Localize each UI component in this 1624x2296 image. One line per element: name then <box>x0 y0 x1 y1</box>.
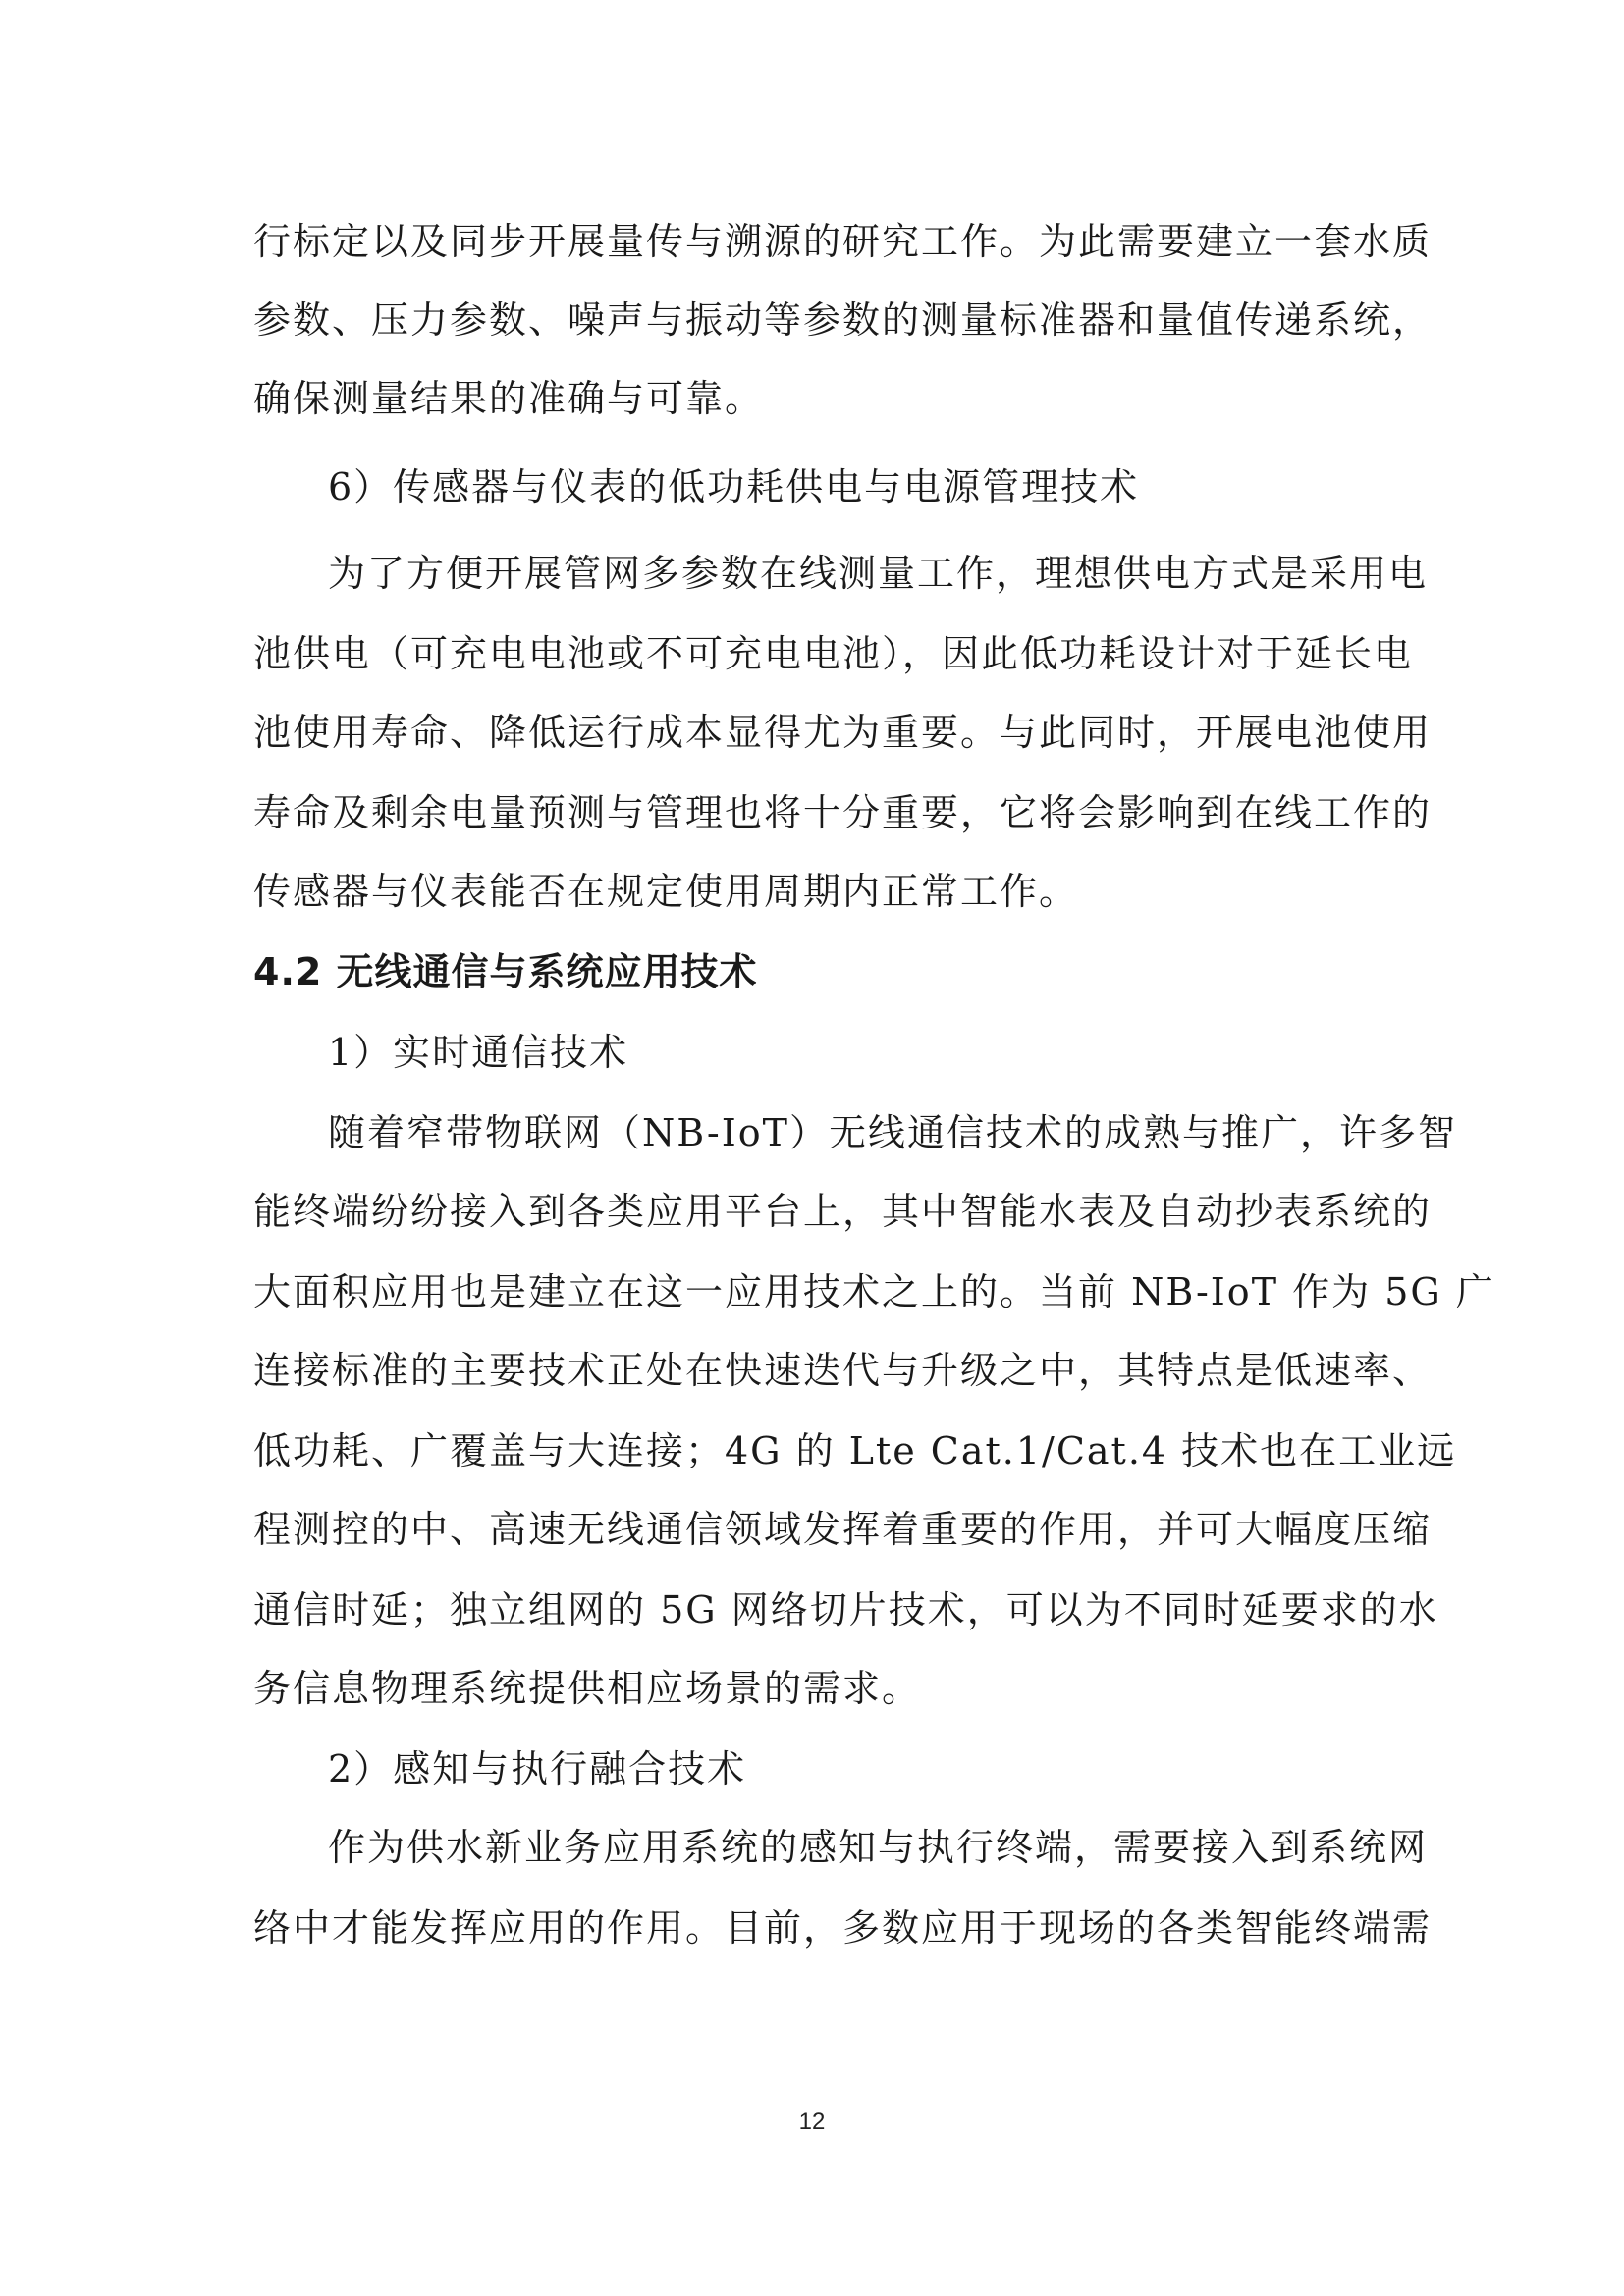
text-line: 程测控的中、高速无线通信领域发挥着重要的作用，并可大幅度压缩 <box>253 1508 1433 1551</box>
text-line: 池使用寿命、降低运行成本显得尤为重要。与此同时，开展电池使用 <box>253 711 1433 754</box>
text-line: 通信时延；独立组网的 5G 网络切片技术，可以为不同时延要求的水 <box>253 1588 1438 1631</box>
text-line: 行标定以及同步开展量传与溯源的研究工作。为此需要建立一套水质 <box>253 220 1433 263</box>
text-line: 大面积应用也是建立在这一应用技术之上的。当前 NB-IoT 作为 5G 广 <box>253 1270 1495 1313</box>
subsection-heading: 6）传感器与仪表的低功耗供电与电源管理技术 <box>328 465 1140 508</box>
text-line: 传感器与仪表能否在规定使用周期内正常工作。 <box>253 870 1079 913</box>
text-line: 低功耗、广覆盖与大连接；4G 的 Lte Cat.1/Cat.4 技术也在工业远 <box>253 1429 1457 1472</box>
subsection-heading: 1）实时通信技术 <box>328 1031 629 1074</box>
text-line: 寿命及剩余电量预测与管理也将十分重要，它将会影响到在线工作的 <box>253 791 1433 834</box>
text-line: 连接标准的主要技术正处在快速迭代与升级之中，其特点是低速率、 <box>253 1349 1433 1392</box>
text-line: 随着窄带物联网（NB-IoT）无线通信技术的成熟与推广，许多智 <box>328 1111 1457 1154</box>
section-heading: 4.2 无线通信与系统应用技术 <box>253 950 758 993</box>
text-line: 能终端纷纷接入到各类应用平台上，其中智能水表及自动抄表系统的 <box>253 1190 1433 1233</box>
text-line: 为了方便开展管网多参数在线测量工作，理想供电方式是采用电 <box>328 552 1429 595</box>
text-line: 务信息物理系统提供相应场景的需求。 <box>253 1667 922 1710</box>
text-line: 作为供水新业务应用系统的感知与执行终端，需要接入到系统网 <box>328 1826 1429 1869</box>
text-line: 确保测量结果的准确与可靠。 <box>253 377 765 420</box>
text-line: 参数、压力参数、噪声与振动等参数的测量标准器和量值传递系统， <box>253 298 1433 342</box>
text-line: 池供电（可充电电池或不可充电电池），因此低功耗设计对于延长电 <box>253 632 1414 675</box>
page-number: 12 <box>798 2109 826 2135</box>
text-line: 络中才能发挥应用的作用。目前，多数应用于现场的各类智能终端需 <box>253 1906 1433 1949</box>
subsection-heading: 2）感知与执行融合技术 <box>328 1747 747 1790</box>
